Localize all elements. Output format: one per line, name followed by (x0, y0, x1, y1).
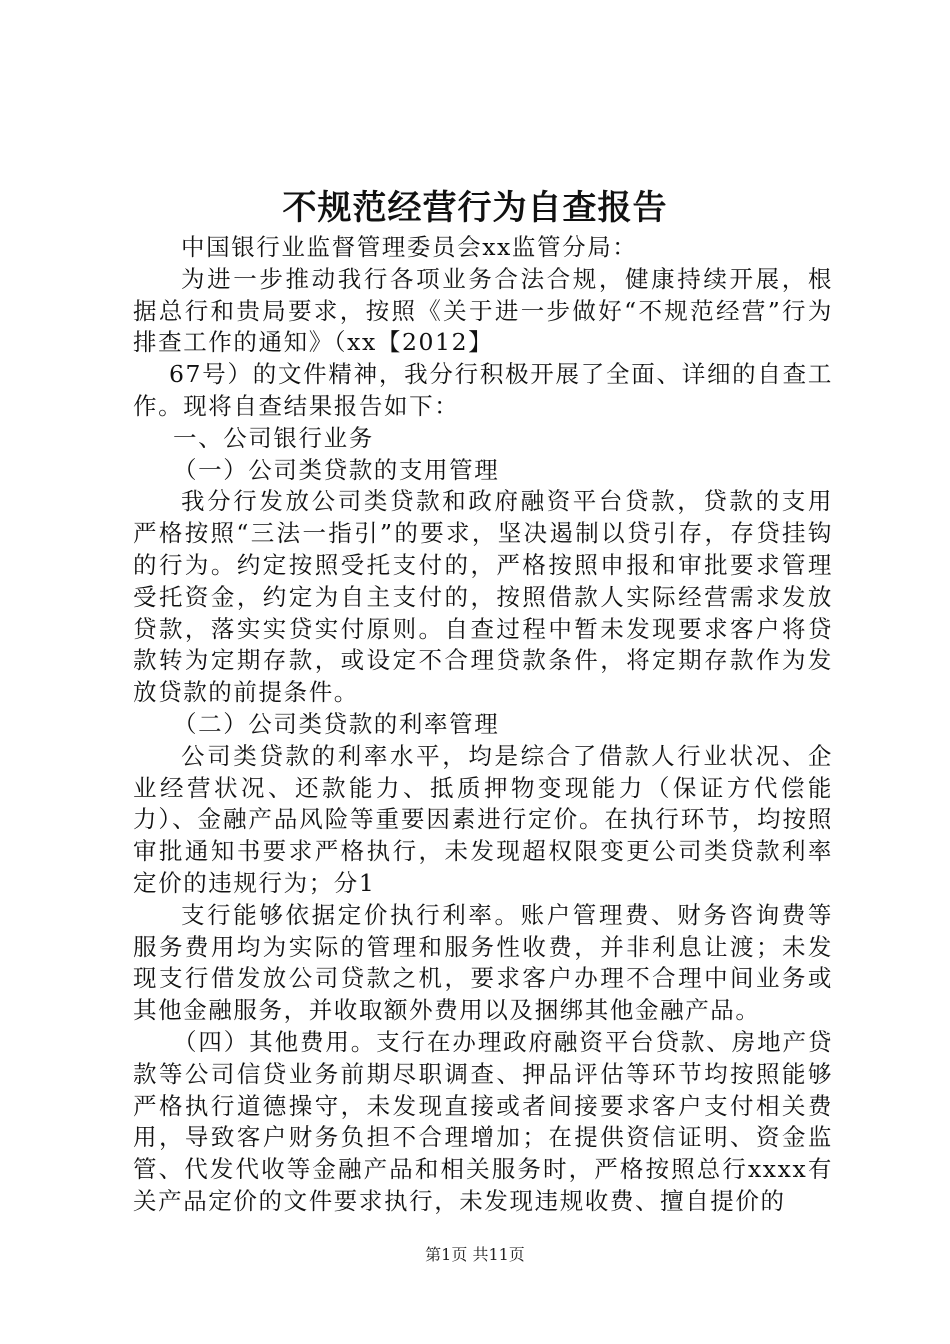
body-paragraph: 我分行发放公司类贷款和政府融资平台贷款，贷款的支用严格按照“三法一指引”的要求，坚决遏制以贷引存，存贷挂钩的行为。约定按照受托支付的，严格按照申报和审批要求管理受托资金，约定为自主支付的，按照借款人实际经营需求发放贷款，落实实贷实付原则。自查过程中暂未发现要求客户将贷款转为定期存款，或设定不合理贷款条件，将定期存款作为发放贷款的前提条件。 (133, 487, 833, 707)
body-paragraph: 67号）的文件精神，我分行积极开展了全面、详细的自查工作。现将自查结果报告如下： (133, 360, 833, 420)
body-paragraph: 支行能够依据定价执行利率。账户管理费、财务咨询费等服务费用均为实际的管理和服务性收费，并非利息让渡；未发现支行借发放公司贷款之机，要求客户办理不合理中间业务或其他金融服务，并收取额外费用以及捆绑其他金融产品。 (133, 900, 833, 1025)
document-title: 不规范经营行为自查报告 (282, 188, 668, 228)
subsection-heading: （一）公司类贷款的支用管理 (173, 455, 500, 484)
body-paragraph: 为进一步推动我行各项业务合法合规，健康持续开展，根据总行和贵局要求，按照《关于进一步做好“不规范经营”行为排查工作的通知》（xx【2012】 (133, 264, 833, 357)
document-body (133, 232, 833, 1218)
page-footer: 第1页 共11页 (425, 1245, 525, 1264)
body-paragraph: 公司类贷款的利率水平，均是综合了借款人行业状况、企业经营状况、还款能力、抵质押物变现能力（保证方代偿能力）、金融产品风险等重要因素进行定价。在执行环节，均按照审批通知书要求严格执行，未发现超权限变更公司类贷款利率定价的违规行为；分1 (133, 741, 833, 897)
section-heading: 一、公司银行业务 (173, 423, 374, 452)
subsection-heading: （二）公司类贷款的利率管理 (173, 709, 500, 738)
salutation-paragraph: 中国银行业监督管理委员会xx监管分局： (181, 233, 638, 261)
body-paragraph: （四）其他费用。支行在办理政府融资平台贷款、房地产贷款等公司信贷业务前期尽职调查、押品评估等环节均按照能够严格执行道德操守，未发现直接或者间接要求客户支付相关费用，导致客户财务负担不合理增加；在提供资信证明、资金监管、代发代收等金融产品和相关服务时，严格按照总行xxxx有关产品定价的文件要求执行，未发现违规收费、擅自提价的 (133, 1027, 833, 1215)
